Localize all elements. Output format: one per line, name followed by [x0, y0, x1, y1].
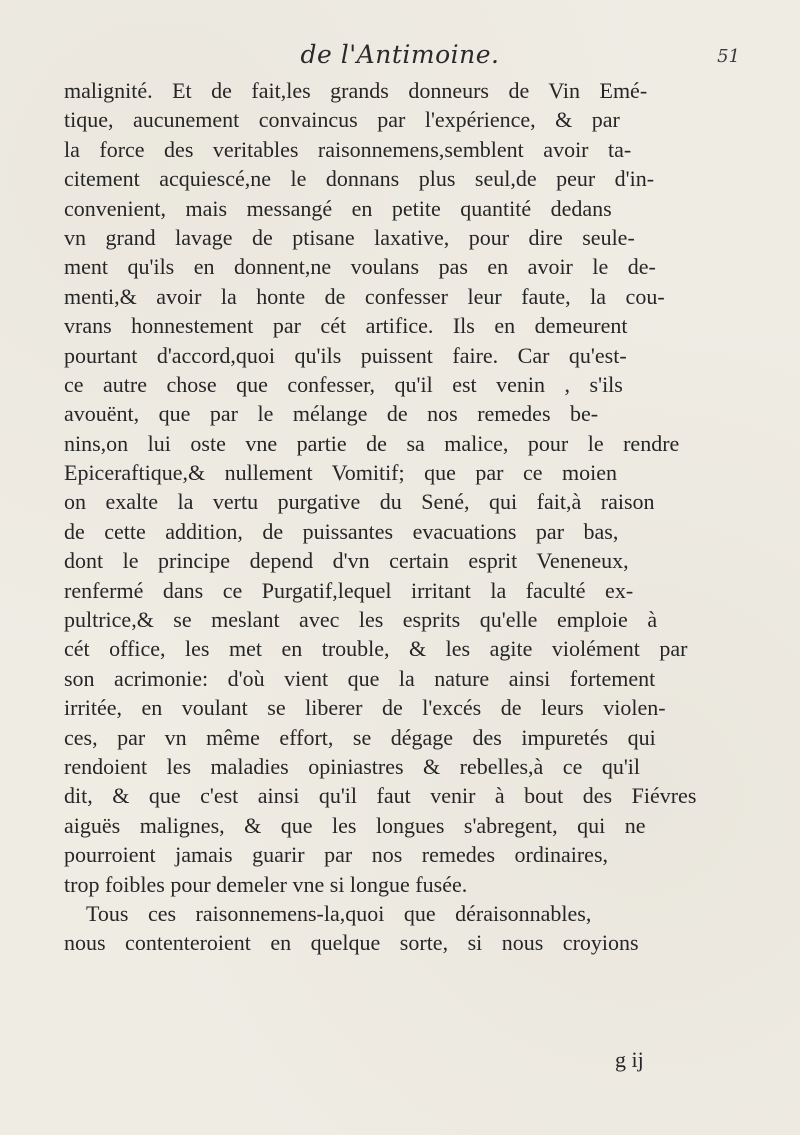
text-line: avouënt, que par le mélange de nos remedes be- [64, 401, 599, 427]
text-line: rendoient les maladies opiniastres & rebelles,à ce qu'il [64, 753, 641, 779]
page-number: 51 [717, 46, 740, 67]
text-line: cét office, les met en trouble, & les agite violément par [64, 636, 688, 662]
text-line: dont le principe depend d'vn certain esprit Veneneux, [64, 548, 629, 574]
text-line: Epiceraftique,& nullement Vomitif; que par ce moien [64, 460, 617, 486]
text-line: irritée, en voulant se liberer de l'excés de leurs violen- [64, 695, 666, 721]
text-line: vrans honnestement par cét artifice. Ils en demeurent [64, 313, 628, 339]
body-text [64, 76, 744, 958]
text-line: dit, & que c'est ainsi qu'il faut venir à bout des Fiévres [64, 783, 697, 809]
text-line: pourtant d'accord,quoi qu'ils puissent faire. Car qu'est- [64, 342, 627, 368]
text-line: vn grand lavage de ptisane laxative, pour dire seule- [64, 224, 635, 250]
text-line: menti,& avoir la honte de confesser leur faute, la cou- [64, 283, 665, 309]
text-line: aiguës malignes, & que les longues s'abregent, qui ne [64, 812, 646, 838]
text-line: ment qu'ils en donnent,ne voulans pas en avoir le de- [64, 254, 656, 280]
page-header [60, 40, 740, 74]
text-line: ces, par vn même effort, se dégage des impuretés qui [64, 724, 656, 750]
text-line: nous contenteroient en quelque sorte, si nous croyions [64, 930, 639, 956]
text-line: de cette addition, de puissantes evacuations par bas, [64, 518, 619, 544]
text-line: on exalte la vertu purgative du Sené, qui fait,à raison [64, 489, 655, 515]
text-line: pourroient jamais guarir par nos remedes ordinaires, [64, 842, 609, 868]
text-line: convenient, mais messangé en petite quantité dedans [64, 195, 612, 221]
text-line: tique, aucunement convaincus par l'expérience, & par [64, 107, 620, 133]
text-line: ce autre chose que confesser, qu'il est venin , s'ils [64, 371, 623, 397]
text-line: nins,on lui oste vne partie de sa malice, pour le rendre [64, 430, 680, 456]
running-title: de l'Antimoine. [300, 40, 500, 69]
signature-mark: g ij [615, 1047, 644, 1072]
text-line: la force des veritables raisonnemens,semblent avoir ta- [64, 136, 632, 162]
paragraph-start-line: Tous ces raisonnemens-la,quoi que déraisonnables, [86, 900, 592, 926]
text-line: son acrimonie: d'où vient que la nature ainsi fortement [64, 665, 656, 691]
text-line: malignité. Et de fait,les grands donneurs de Vin Emé- [64, 78, 648, 103]
text-line: renfermé dans ce Purgatif,lequel irritant la faculté ex- [64, 577, 634, 603]
text-line: trop foibles pour demeler vne si longue fusée. [64, 871, 468, 897]
text-line: pultrice,& se meslant avec les esprits qu'elle emploie à [64, 607, 658, 633]
text-line: citement acquiescé,ne le donnans plus seul,de peur d'in- [64, 166, 655, 192]
